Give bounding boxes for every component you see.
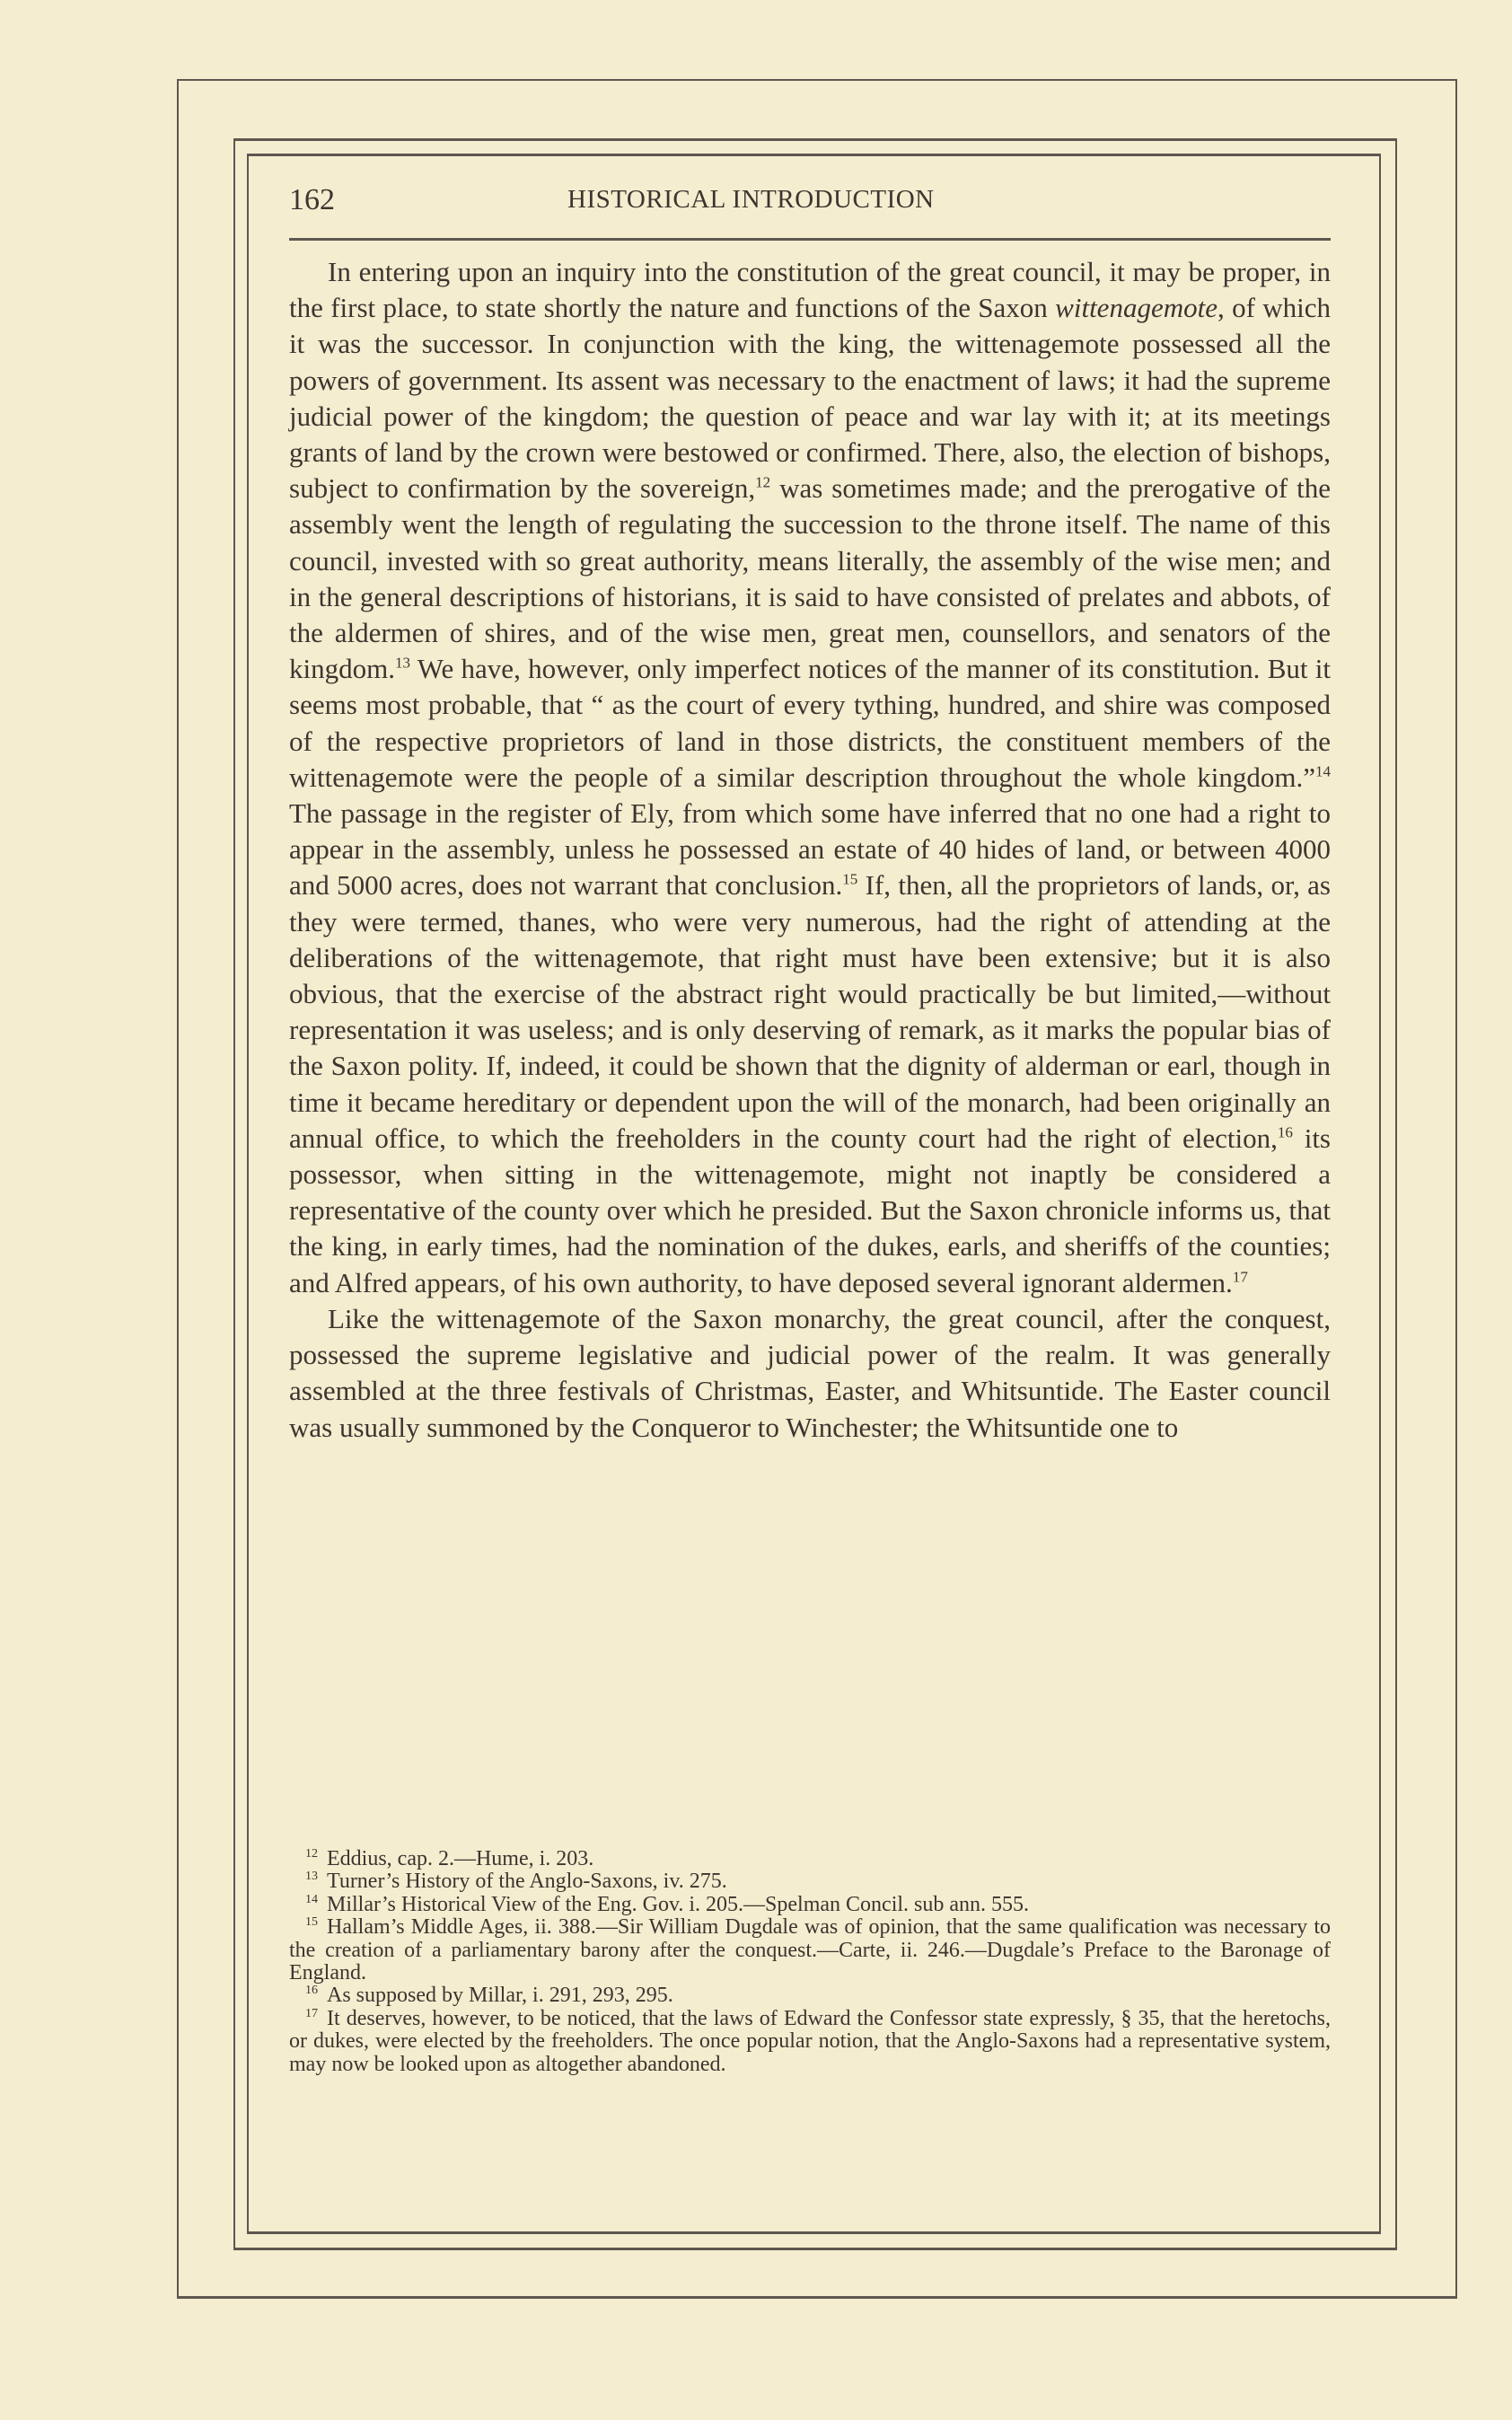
footnote-13 [289,1870,1331,1893]
footnote-marker: 15 [305,1915,318,1930]
footnote-marker: 13 [305,1870,318,1884]
footnote-text: Millar’s Historical View of the Eng. Gov. i. 205.—Spelman Concil. sub ann. 555. [327,1892,1030,1916]
body-text [289,254,1331,1446]
footnote-marker: 14 [305,1892,318,1906]
header-rule [289,238,1331,241]
footnote-reference[interactable]: 15 [842,871,858,889]
footnote-marker: 17 [305,2006,318,2020]
footnote-reference[interactable]: 12 [755,473,771,491]
footnote-17 [289,2008,1331,2076]
footnote-text: As supposed by Millar, i. 291, 293, 295. [327,1984,673,2008]
footnote-text: It deserves, however, to be noticed, that the laws of Edward the Confessor state expressly, § 35, that the heretochs, or dukes, were elected by the freeholders. The once popular notion, that the Anglo-Saxons had a representative system, may now be looked upon as altogether abandoned. [289,2006,1331,2076]
body-paragraph: In entering upon an inquiry into the constitution of the great council, it may be proper, in the first place, to state shortly the nature and functions of the Saxon wittenagemote, of which it was the successor. In conjunction with the king, the wittenagemote possessed all the powers of government. Its assent was necessary to the enactment of laws; it had the supreme judicial power of the kingdom; the question of peace and war lay with it; at its meetings grants of land by the crown were bestowed or confirmed. There, also, the election of bishops, subject to confirmation by the sovereign,$^{12}$ was sometimes made; and the prerogative of the assembly went the length of regulating the succession to the throne itself. The name of this council, invested with so great authority, means literally, the assembly of the wise men; and in the general descriptions of historians, it is said to have consisted of prelates and abbots, of the aldermen of shires, and of the wise men, great men, counsellors, and senators of the kingdom.$^{13}$ We have, however, only imperfect notices of the manner of its constitution. But it seems most probable, that “ as the court of every tything, hundred, and shire was composed of the respective proprietors of land in those districts, the constituent members of the wittenagemote were the people of a similar description throughout the whole kingdom.”$^{14}$ The passage in the register of Ely, from which some have inferred that no one had a right to appear in the assembly, unless he possessed an estate of 40 hides of land, or between 4000 and 5000 acres, does not warrant that conclusion.$^{15}$ If, then, all the proprietors of lands, or, as they were termed, thanes, who were very numerous, had the right of attending at the deliberations of the wittenagemote, that right must have been extensive; but it is also obvious, that the exercise of the abstract right would practically be but limited,—without representation it was useless; and is only deserving of remark, as it marks the popular bias of the Saxon polity. If, indeed, it could be shown that the dignity of alderman or earl, though in time it became hereditary or dependent upon the will of the monarch, had been originally an annual office, to which the freeholders in the county court had the right of election,$^{16}$ its possessor, when sitting in the wittenagemote, might not inaptly be considered a representative of the county over which he presided. But the Saxon chronicle informs us, that the king, in early times, had the nomination of the dukes, earls, and sheriffs of the counties; and Alfred appears, of his own authority, to have deposed several ignorant aldermen.$^{17}$ [289,256,1331,1298]
footnote-12 [289,1848,1331,1870]
footnotes [289,1848,1331,2076]
footnote-reference[interactable]: 14 [1314,762,1331,780]
italic-term: wittenagemote [1055,292,1218,324]
footnote-text: Eddius, cap. 2.—Hume, i. 203. [327,1847,594,1870]
footnote-15 [289,1916,1331,1984]
footnote-text: Turner’s History of the Anglo-Saxons, iv. 275. [327,1870,727,1894]
running-head [289,180,1331,224]
footnote-marker: 16 [305,1984,318,1998]
body-paragraph: Like the wittenagemote of the Saxon monarchy, the great council, after the conquest, possessed the supreme legislative and judicial power of the realm. It was generally assembled at the three festivals of Christmas, Easter, and Whitsuntide. The Easter council was usually summoned by the Conqueror to Winchester; the Whitsuntide one to [289,1302,1331,1443]
footnote-14 [289,1894,1331,1916]
running-title: HISTORICAL INTRODUCTION [567,185,935,214]
page-number: 162 [289,183,335,216]
footnote-16 [289,1984,1331,2007]
footnote-marker: 12 [305,1847,318,1861]
footnote-text: Hallam’s Middle Ages, ii. 388.—Sir William Dugdale was of opinion, that the same qualification was necessary to the creation of a parliamentary barony after the conquest.—Carte, ii. 246.—Dugdale’s Preface to the Baronage of England. [289,1915,1331,1985]
footnote-reference[interactable]: 16 [1277,1123,1293,1141]
footnote-reference[interactable]: 17 [1232,1268,1248,1286]
footnote-reference[interactable]: 13 [394,654,411,672]
